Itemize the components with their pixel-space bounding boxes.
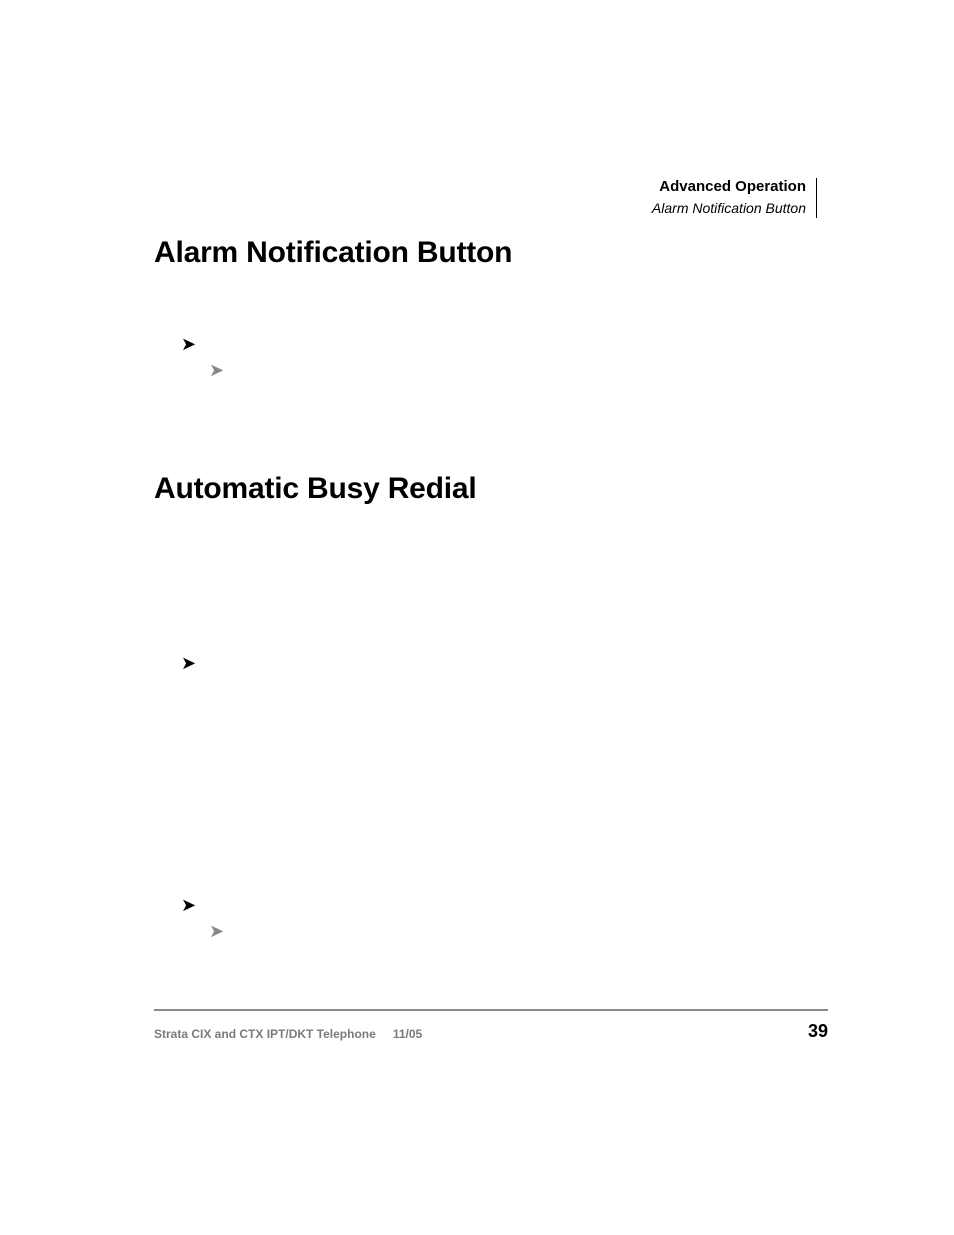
running-header-section: Alarm Notification Button <box>651 200 806 216</box>
running-header-chapter: Advanced Operation <box>659 178 806 195</box>
bullet-arrow-icon: ➤ <box>181 653 197 673</box>
bullet-arrow-icon: ➤ <box>181 895 197 915</box>
footer-divider <box>154 1009 828 1011</box>
footer-book-info <box>154 1027 422 1041</box>
footer-date: 11/05 <box>392 1027 423 1041</box>
section-heading-automatic-busy-redial: Automatic Busy Redial <box>154 472 477 505</box>
page-number: 39 <box>807 1021 828 1041</box>
footer-book-title: Strata CIX and CTX IPT/DKT Telephone <box>154 1027 376 1041</box>
running-header <box>652 178 817 218</box>
section-heading-alarm-notification: Alarm Notification Button <box>154 236 513 269</box>
sub-bullet-arrow-icon: ➤ <box>209 360 225 380</box>
bullet-arrow-icon: ➤ <box>181 334 197 354</box>
sub-bullet-arrow-icon: ➤ <box>209 921 225 941</box>
